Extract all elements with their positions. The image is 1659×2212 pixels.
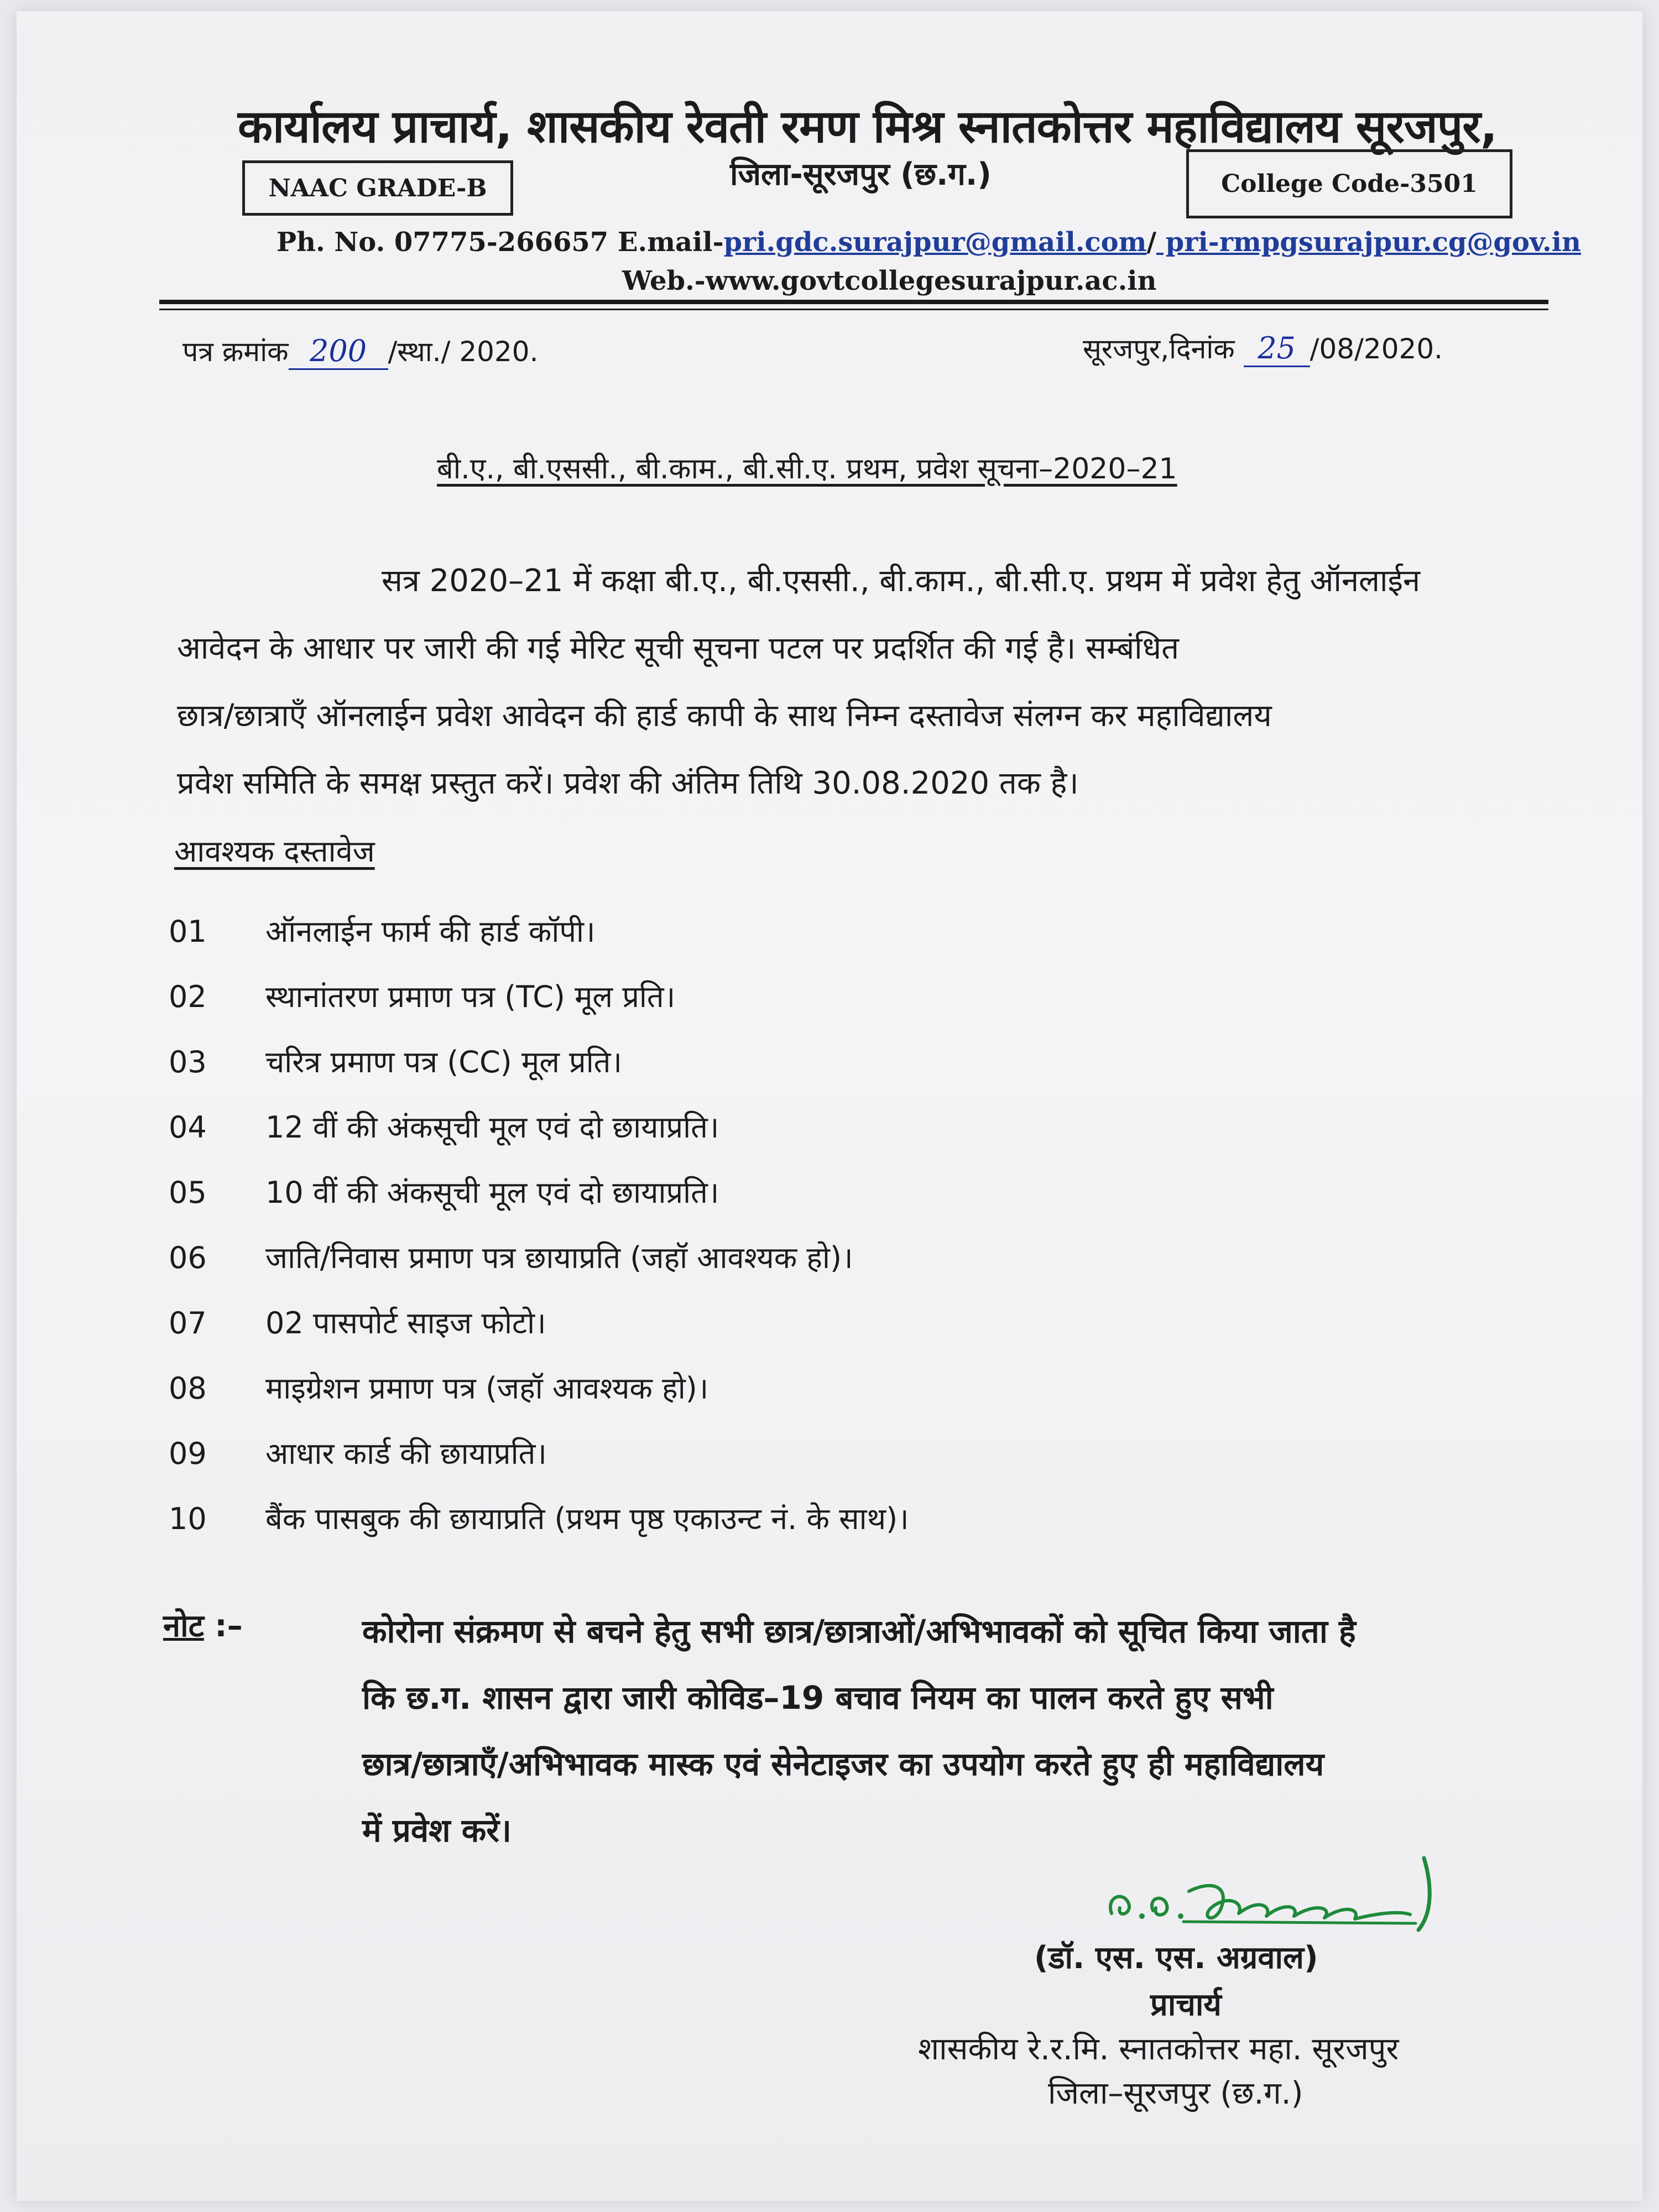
notice-subject: बी.ए., बी.एससी., बी.काम., बी.सी.ए. प्रथम, प्रवेश सूचना–2020–21: [437, 452, 1177, 486]
date-rest: /08/2020.: [1310, 333, 1443, 365]
document-page: [17, 11, 1642, 2201]
header-divider: [159, 300, 1548, 304]
list-item: 08 माइग्रेशन प्रमाण पत्र (जहॉ आवश्यक हो)।: [169, 1371, 709, 1406]
signatory-district: जिला–सूरजपुर (छ.ग.): [1048, 2075, 1303, 2111]
notice-paragraph: [177, 547, 1559, 817]
paragraph-line: प्रवेश समिति के समक्ष प्रस्तुत करें। प्रवेश की अंतिम तिथि 30.08.2020 तक है।: [177, 765, 1079, 801]
signatory-name: (डॉ. एस. एस. अग्रवाल): [1034, 1940, 1318, 1976]
signatory-designation: प्राचार्य: [1150, 1987, 1222, 2023]
phone-number: Ph. No. 07775-266657: [276, 227, 609, 258]
email-label: E.mail-: [617, 227, 724, 258]
paragraph-line: छात्र/छात्राएँ ऑनलाईन प्रवेश आवेदन की हार्ड कापी के साथ निम्न दस्तावेज संलग्न कर महाविद्यालय: [177, 698, 1272, 734]
reference-suffix: /स्था./ 2020.: [388, 336, 539, 368]
office-title: कार्यालय प्राचार्य, शासकीय रेवती रमण मिश्र स्नातकोत्तर महाविद्यालय सूरजपुर,: [238, 101, 1497, 153]
email-link-1[interactable]: pri.gdc.surajpur@gmail.com: [723, 227, 1147, 258]
note-text: [362, 1598, 1546, 1864]
note-line: छात्र/छात्राऍं/अभिभावक मास्क एवं सेनेटाइजर का उपयोग करते हुए ही महाविद्यालय: [362, 1745, 1324, 1783]
list-item: 04 12 वीं की अंकसूची मूल एवं दो छायाप्रति।: [169, 1110, 719, 1145]
list-item: 07 02 पासपोर्ट साइज फोटो।: [169, 1306, 546, 1340]
paragraph-line: आवेदन के आधार पर जारी की गई मेरिट सूची सूचना पटल पर प्रदर्शित की गई है। सम्बंधित: [177, 630, 1180, 666]
date-day: 25: [1244, 331, 1310, 367]
list-item: 09 आधार कार्ड की छायाप्रति।: [169, 1436, 547, 1471]
college-code-box: College Code-3501: [1186, 149, 1512, 218]
list-item: 05 10 वीं की अंकसूची मूल एवं दो छायाप्रति।: [169, 1175, 719, 1210]
header-divider-thin: [159, 309, 1548, 310]
reference-number: 200: [289, 333, 388, 370]
letter-reference: [182, 332, 539, 370]
note-line: कोरोना संक्रमण से बचने हेतु सभी छात्र/छात्राओं/अभिभावकों को सूचित किया जाता है: [362, 1613, 1356, 1650]
contact-line: [276, 227, 1581, 258]
date-label: सूरजपुर,दिनांक: [1083, 333, 1235, 365]
list-item: 03 चरित्र प्रमाण पत्र (CC) मूल प्रति।: [169, 1045, 622, 1079]
documents-heading: आवश्यक दस्तावेज: [174, 834, 375, 869]
note-line: में प्रवेश करें।: [362, 1812, 512, 1849]
list-item: 10 बैंक पासबुक की छायाप्रति (प्रथम पृष्ठ एकाउन्ट नं. के साथ)।: [169, 1501, 909, 1536]
list-item: 01 ऑनलाईन फार्म की हार्ड कॉपी।: [169, 914, 596, 949]
email-separator: /: [1146, 227, 1156, 258]
reference-label: पत्र क्रमांक: [182, 336, 289, 368]
website-line: Web.-www.govtcollegesurajpur.ac.in: [622, 265, 1157, 296]
documents-list: [169, 910, 1496, 1562]
letter-date: [1083, 329, 1443, 367]
note-label: नोट :–: [163, 1608, 243, 1644]
naac-grade-box: NAAC GRADE-B: [242, 160, 513, 216]
signatory-institution: शासकीय रे.र.मि. स्नातकोत्तर महा. सूरजपुर: [918, 2031, 1399, 2067]
district-line: जिला-सूरजपुर (छ.ग.): [730, 156, 992, 192]
signature-image: [1100, 1853, 1443, 1941]
email-link-2[interactable]: pri-rmpgsurajpur.cg@gov.in: [1156, 227, 1581, 258]
paragraph-line: सत्र 2020–21 में कक्षा बी.ए., बी.एससी., बी.काम., बी.सी.ए. प्रथम में प्रवेश हेतु ऑनलाईन: [382, 563, 1421, 599]
list-item: 02 स्थानांतरण प्रमाण पत्र (TC) मूल प्रति।: [169, 979, 676, 1014]
list-item: 06 जाति/निवास प्रमाण पत्र छायाप्रति (जहॉ आवश्यक हो)।: [169, 1240, 853, 1275]
note-line: कि छ.ग. शासन द्वारा जारी कोविड–19 बचाव नियम का पालन करते हुए सभी: [362, 1679, 1274, 1717]
